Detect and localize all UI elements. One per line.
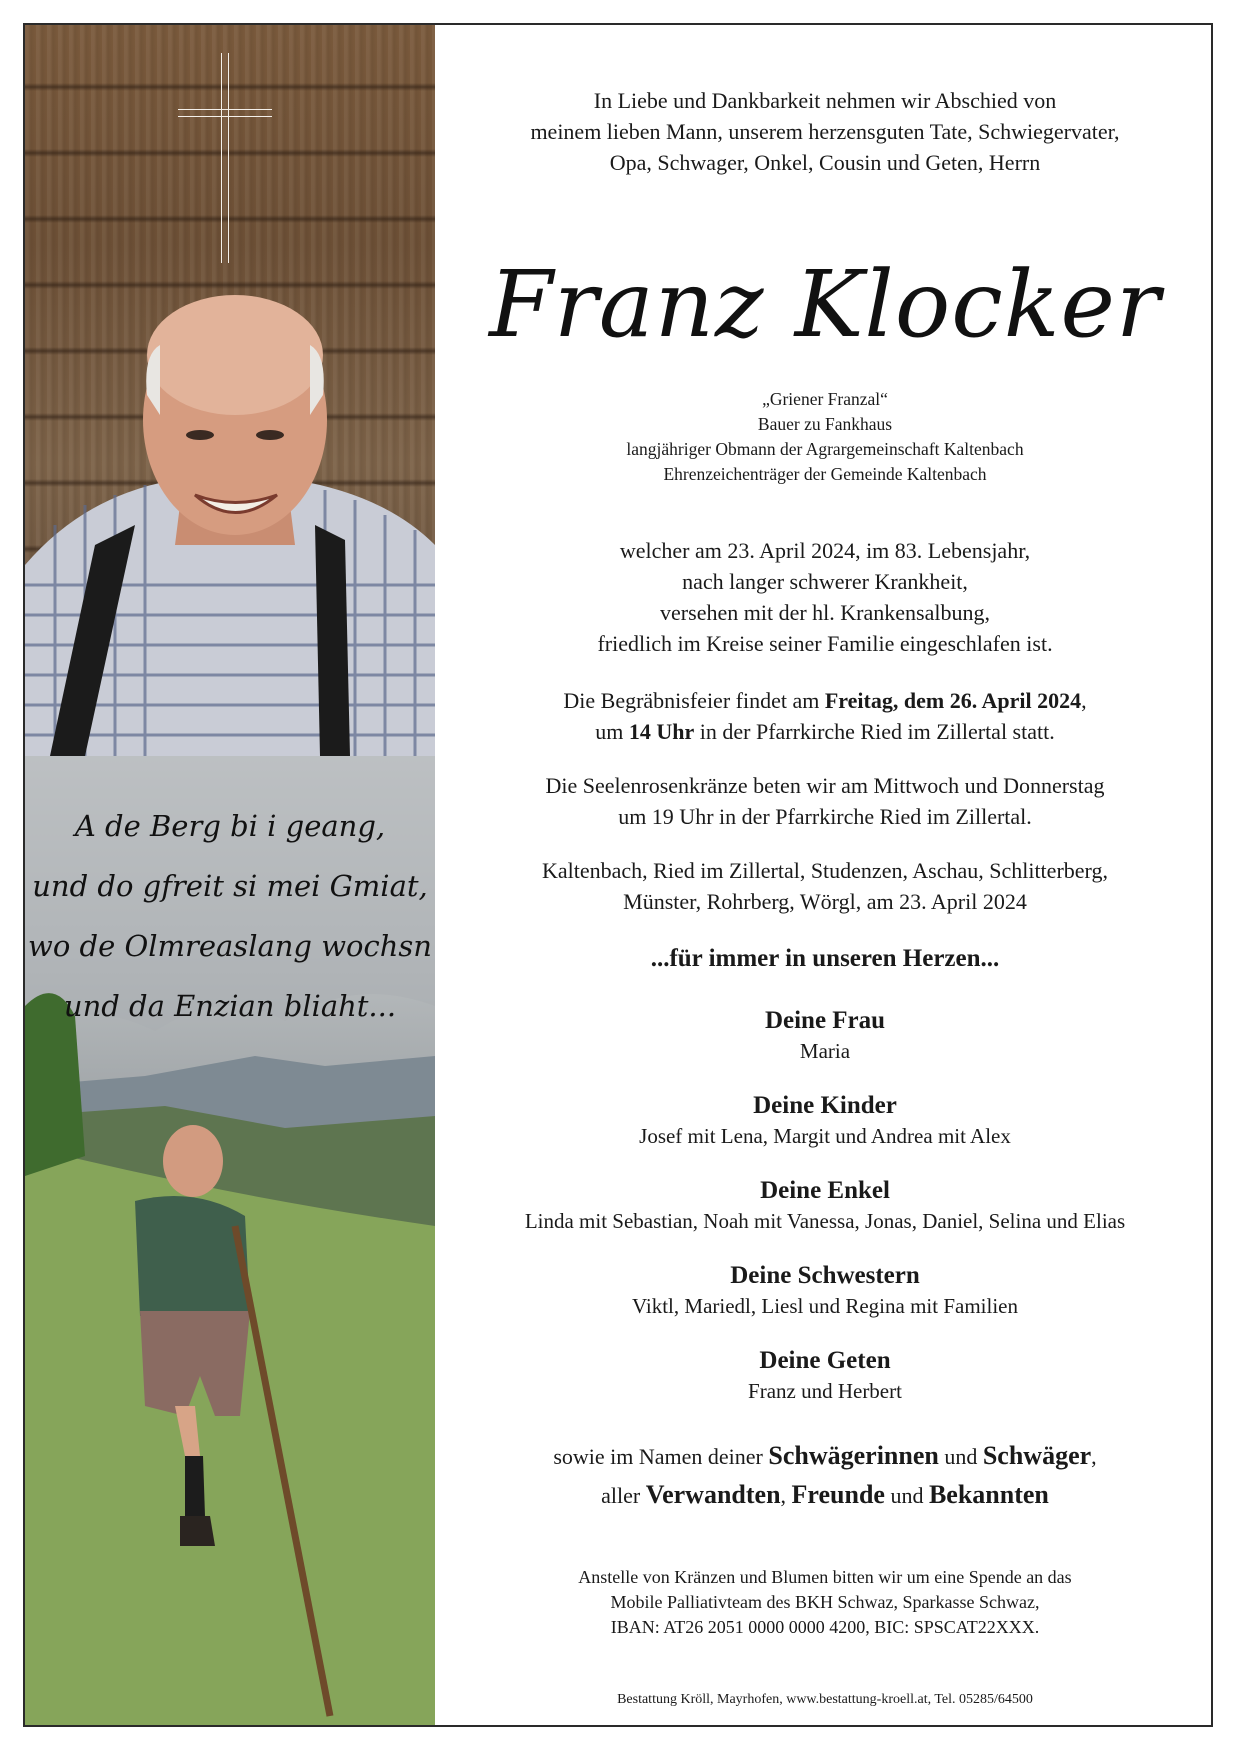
donation-line: Mobile Palliativteam des BKH Schwaz, Sparkasse Schwaz, [610,1592,1040,1612]
family-names: Viktl, Mariedl, Liesl und Regina mit Familien [631,1294,1019,1318]
funeral-location: in der Pfarrkirche Ried im Zillertal statt. [694,719,1055,744]
cross-icon [221,53,229,263]
subtitle-line: langjähriger Obmann der Agrargemeinschaft Kaltenbach [626,439,1024,459]
donation-line: IBAN: AT26 2051 0000 0000 4200, BIC: SPSCAT22XXX. [610,1617,1040,1637]
family-title: Deine Frau [764,1007,886,1034]
death-line: versehen mit der hl. Krankensalbung, [660,600,990,625]
intro-line: Opa, Schwager, Onkel, Cousin und Geten, Herrn [609,150,1041,175]
closing-bold: Bekannten [928,1480,1049,1509]
portrait-photo [25,25,435,756]
closing-bold: Schwäger [982,1441,1092,1470]
funeral-date: Freitag, dem 26. April 2024 [824,688,1082,713]
notice-text-column [440,25,1210,1725]
motto: ...für immer in unseren Herzen... [650,945,1000,972]
place-line: Münster, Rohrberg, Wörgl, am 23. April 2024 [623,889,1027,914]
intro-text [440,85,1210,178]
funeral-time: 14 Uhr [628,719,695,744]
closing-part: , [780,1483,792,1508]
closing-bold: Freunde [791,1480,885,1509]
funeral-comma: , [1081,688,1087,713]
poem-line: und do gfreit si mei Gmiat, [32,869,428,903]
portrait-illustration [25,25,435,756]
place-date [440,855,1210,917]
closing-line-2 [440,1476,1210,1515]
mountain-photo [25,756,435,1725]
rosary-line: Die Seelenrosenkränze beten wir am Mittwoch und Donnerstag [545,773,1105,798]
cross-icon-bar [178,109,272,117]
photo-column [25,25,435,1725]
closing-part: und [884,1483,929,1508]
poem-line: wo de Olmreaslang wochsn [28,929,432,963]
family-group-godparents [440,1345,1210,1405]
family-title: Deine Kinder [753,1092,897,1119]
family-title: Deine Schwestern [730,1262,920,1289]
subtitle-line: Bauer zu Fankhaus [757,414,893,434]
deceased-name: Franz Klocker [489,251,1161,358]
family-group-children [440,1090,1210,1150]
poem [25,796,435,1036]
funeral-line-1 [440,685,1210,716]
subtitle [440,387,1210,487]
family-names: Maria [799,1039,851,1063]
closing-part: , [1091,1444,1097,1469]
rosary-line: um 19 Uhr in der Pfarrkirche Ried im Zillertal. [618,804,1032,829]
funeral-home-footer: Bestattung Kröll, Mayrhofen, www.bestattung-kroell.at, Tel. 05285/64500 [617,1692,1033,1707]
place-line: Kaltenbach, Ried im Zillertal, Studenzen, Aschau, Schlitterberg, [542,858,1108,883]
family-group-wife [440,1005,1210,1065]
donation-request [440,1565,1210,1640]
closing-text [440,1437,1210,1515]
poem-line: A de Berg bi i geang, [74,809,386,843]
closing-bold: Verwandten [645,1480,781,1509]
closing-line-1 [440,1437,1210,1476]
family-title: Deine Geten [759,1347,891,1374]
death-line: welcher am 23. April 2024, im 83. Lebensjahr, [619,538,1031,563]
closing-part: und [938,1444,983,1469]
closing-part: sowie im Namen deiner [553,1444,769,1469]
death-notice [440,535,1210,659]
closing-part: aller [601,1483,646,1508]
closing-bold: Schwägerinnen [768,1441,939,1470]
nickname: „Griener Franzal“ [762,389,888,409]
family-names: Franz und Herbert [748,1379,902,1403]
family-title: Deine Enkel [760,1177,890,1204]
funeral-text: um [595,719,629,744]
family-group-grandchildren [440,1175,1210,1235]
poem-line: und da Enzian bliaht... [63,989,397,1023]
family-names: Josef mit Lena, Margit und Andrea mit Alex [639,1124,1011,1148]
intro-line: In Liebe und Dankbarkeit nehmen wir Abschied von [593,88,1057,113]
funeral-info [440,685,1210,747]
funeral-line-2 [440,716,1210,747]
family-names: Linda mit Sebastian, Noah mit Vanessa, Jonas, Daniel, Selina und Elias [524,1209,1126,1233]
death-line: friedlich im Kreise seiner Familie eingeschlafen ist. [597,631,1053,656]
donation-line: Anstelle von Kränzen und Blumen bitten wir um eine Spende an das [578,1567,1072,1587]
family-group-sisters [440,1260,1210,1320]
death-line: nach langer schwerer Krankheit, [682,569,968,594]
intro-line: meinem lieben Mann, unserem herzensguten Tate, Schwiegervater, [530,119,1120,144]
rosary-info [440,770,1210,832]
subtitle-line: Ehrenzeichenträger der Gemeinde Kaltenbach [663,464,987,484]
funeral-text: Die Begräbnisfeier findet am [563,688,825,713]
